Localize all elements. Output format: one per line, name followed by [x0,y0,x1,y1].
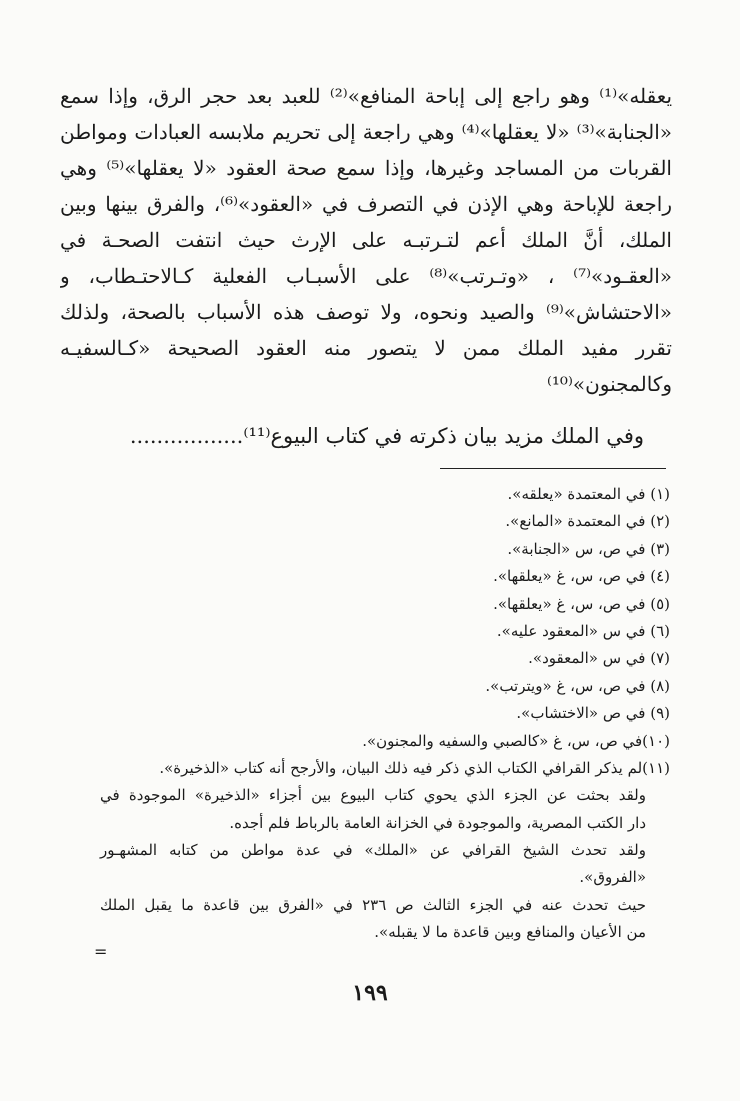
main-text [60,78,672,402]
footnote-continuation: دار الكتب المصرية، والموجودة في الخزانة العامة بالرباط فلم أجده. [229,813,646,832]
main-text-line: يعقله»⁽¹⁾ وهو راجع إلى إباحة المنافع»⁽²⁾ للعبد بعد حجر الرق، وإذا سمع [60,84,672,108]
footnote: (١١)لم يذكر القرافي الكتاب الذي ذكر فيه ذلك البيان، والأرجح أنه كتاب «الذخيرة». [159,758,670,777]
main-text-line: تقرر مفيد الملك ممن لا يتصور منه العقود الصحيحة «كـالسفيـه [60,336,672,360]
footnote-continuation: ولقد تحدث الشيخ القرافي عن «الملك» في عدة مواطن من كتابه المشهـور [100,841,646,860]
footnote: (٥) في ص، س، غ «يعلقها». [493,594,670,613]
footnote-continuation: من الأعيان والمنافع وبين قاعدة ما لا يقبله». [374,923,646,942]
footnote: (١٠)في ص، س، غ «كالصبي والسفيه والمجنون». [362,731,670,750]
main-text-line: وكالمجنون»⁽¹⁰⁾ [546,372,672,396]
footnote: (٤) في ص، س، غ «يعلقها». [493,567,670,586]
footnote: (٩) في ص «الاختشاب». [516,704,670,723]
footnotes [100,481,670,947]
footnote-continuation: «الفروق». [579,868,646,887]
footnote: (١) في المعتمدة «يعلقه». [507,485,670,503]
page-number: ١٩٩ [352,980,388,1006]
main-text-line: «الجنابة»⁽³⁾ «لا يعقلها»⁽⁴⁾ وهي راجعة إلى تحريم ملابسه العبادات ومواطن [60,120,672,144]
main-text-line: القربات من المساجد وغيرها، وإذا سمع صحة العقود «لا يعقلها»⁽⁵⁾ وهي [60,156,672,180]
footnote-continuation: حيث تحدث عنه في الجزء الثالث ص ٢٣٦ في «الفرق بين قاعدة ما يقبل الملك [100,895,647,914]
closing-paragraph: وفي الملك مزيد بيان ذكرته في كتاب البيوع⁽¹¹⁾................. [129,424,644,448]
footnote: (٢) في المعتمدة «المانع». [505,512,670,531]
footnote: (٦) في س «المعقود عليه». [496,621,670,640]
footnote-continuation: ولقد بحثت عن الجزء الذي يحوي كتاب البيوع بين أجزاء «الذخيرة» الموجودة في [100,786,646,805]
footnote: (٨) في ص، س، غ «ويترتب». [485,676,670,695]
main-text-line: راجعة للإباحة وهي الإذن في التصرف في «العقود»⁽⁶⁾، والفرق بينها وبين [60,192,672,216]
continuation-mark: = [94,942,108,961]
main-text-line: الملك، أنَّ الملك أعم لتـرتبـه على الإرث حيث انتفت الصحـة في [60,228,672,252]
main-text-line: «الاحتشاش»⁽⁹⁾ والصيد ونحوه، ولا توصف هذه الأسباب بالصحة، ولذلك [60,300,672,324]
footnote: (٣) في ص، س «الجنابة». [507,539,670,558]
footnote-separator [440,468,666,469]
footnote: (٧) في س «المعقود». [528,649,670,668]
main-text-line: «العقـود»⁽⁷⁾ ، «وتـرتب»⁽⁸⁾ على الأسبـاب الفعلية كـالاحتـطاب، و [60,264,672,288]
